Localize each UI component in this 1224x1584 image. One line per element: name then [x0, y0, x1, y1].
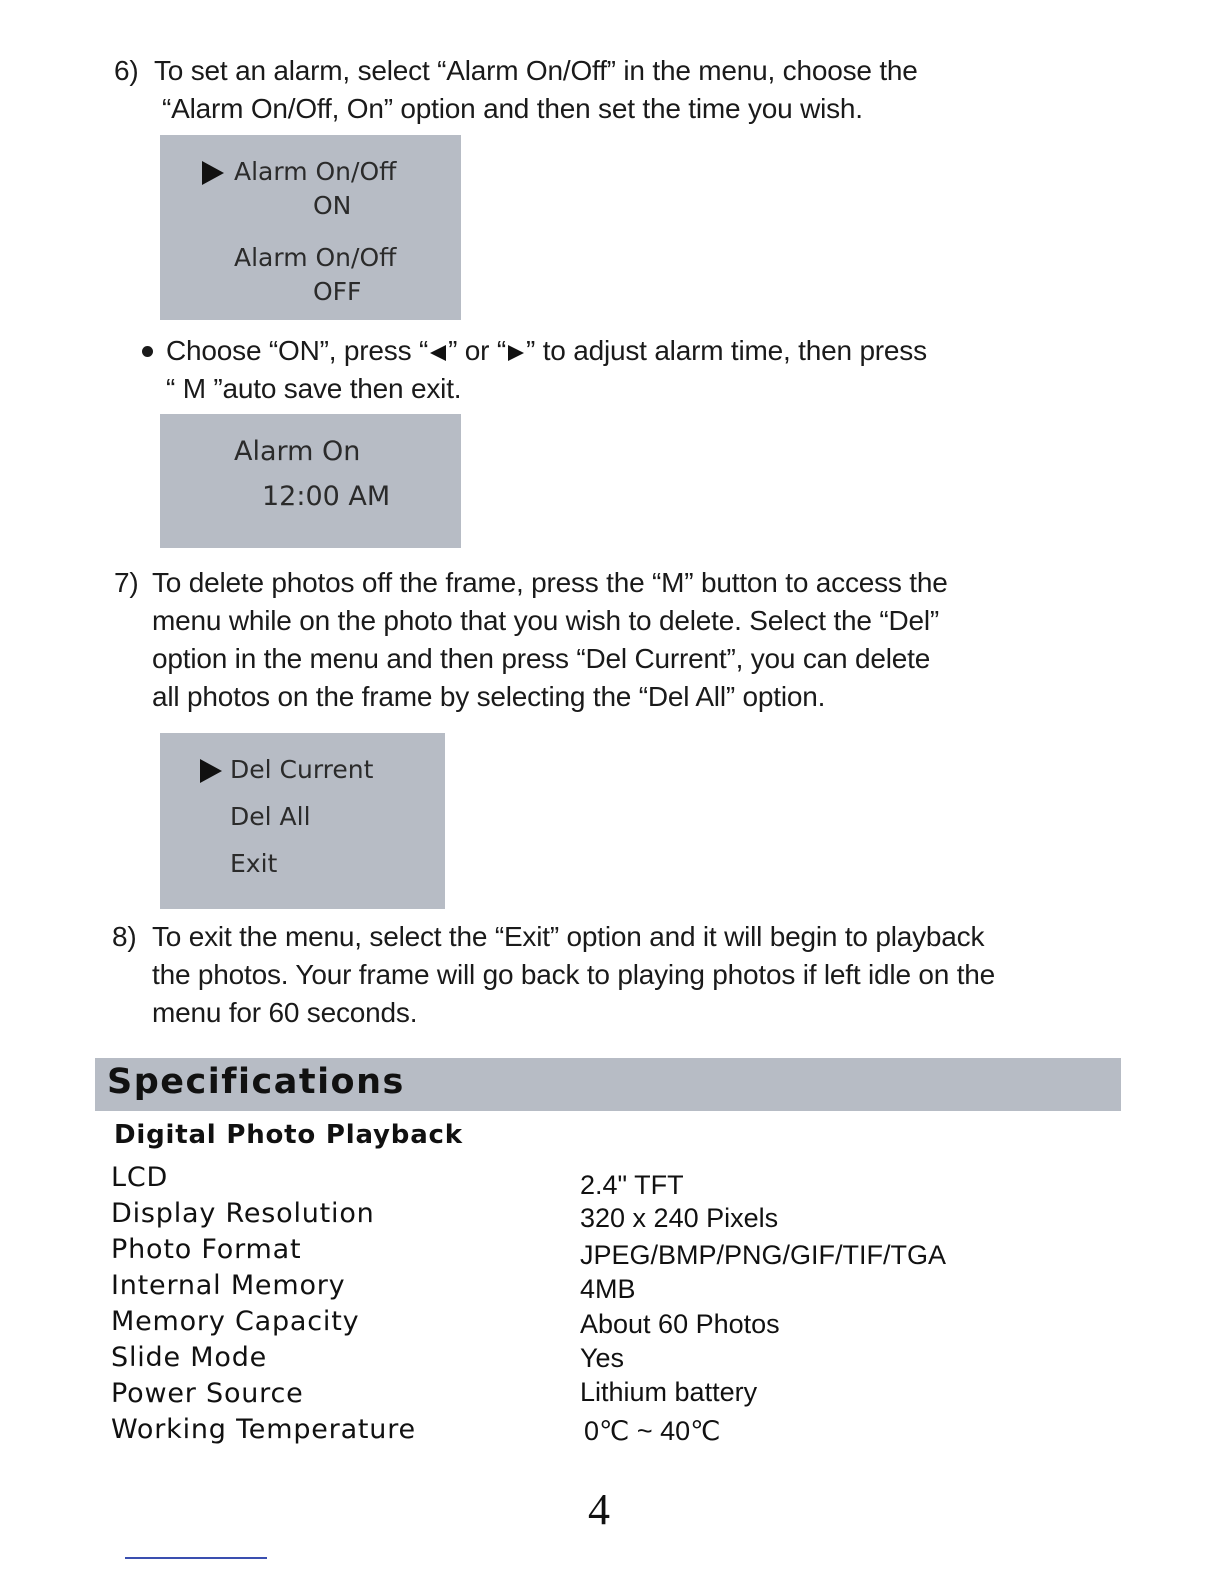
- step-text-line: the photos. Your frame will go back to playing photos if left idle on the: [152, 959, 996, 990]
- left-arrow-icon: [430, 345, 446, 361]
- spec-label: Memory Capacity: [111, 1306, 360, 1337]
- step-text-line: option in the menu and then press “Del Current”, you can delete: [152, 643, 931, 674]
- step-7: [114, 564, 948, 716]
- menu-option-del-current[interactable]: Del Current: [230, 755, 374, 784]
- section-subtitle: Digital Photo Playback: [114, 1120, 463, 1150]
- spec-value: 320 x 240 Pixels: [580, 1203, 779, 1233]
- step-number: 7): [114, 567, 139, 598]
- alarm-menu-screen: [160, 135, 461, 320]
- delete-menu-screen: [160, 733, 445, 909]
- footer-divider: [125, 1557, 267, 1559]
- step-text-line: menu while on the photo that you wish to delete. Select the “Del”: [152, 605, 940, 636]
- spec-value: 0℃ ~ 40℃: [584, 1416, 721, 1446]
- step-number: 6): [114, 55, 139, 86]
- spec-value: About 60 Photos: [580, 1309, 780, 1339]
- step-text-line: To exit the menu, select the “Exit” option and it will begin to playback: [152, 921, 985, 952]
- spec-label: LCD: [111, 1162, 169, 1193]
- page-number: 4: [588, 1485, 610, 1534]
- menu-option-label[interactable]: Alarm On/Off: [234, 157, 397, 186]
- alarm-status: Alarm On: [234, 436, 361, 467]
- spec-label: Display Resolution: [111, 1198, 375, 1229]
- spec-value: Lithium battery: [580, 1377, 758, 1407]
- spec-label: Slide Mode: [111, 1342, 268, 1373]
- step-8: [112, 918, 995, 1032]
- spec-value: 2.4" TFT: [580, 1170, 684, 1200]
- step-text-line: To set an alarm, select “Alarm On/Off” in the menu, choose the: [154, 55, 918, 86]
- spec-label: Working Temperature: [111, 1414, 416, 1445]
- spec-value: 4MB: [580, 1274, 636, 1304]
- section-title: Specifications: [107, 1062, 405, 1102]
- step-text-line: menu for 60 seconds.: [152, 997, 418, 1028]
- step-text-line: To delete photos off the frame, press the “M” button to access the: [152, 567, 948, 598]
- menu-option-value: OFF: [313, 277, 362, 306]
- step-text-line: all photos on the frame by selecting the “Del All” option.: [152, 681, 826, 712]
- alarm-time[interactable]: 12:00 AM: [262, 481, 391, 512]
- step-6: [114, 52, 918, 128]
- spec-label: Internal Memory: [111, 1270, 346, 1301]
- menu-option-value: ON: [313, 191, 352, 220]
- alarm-time-screen: [160, 414, 461, 548]
- selection-arrow-icon: [202, 161, 224, 185]
- step-number: 8): [112, 921, 137, 952]
- spec-value: Yes: [580, 1343, 625, 1373]
- bullet-instruction: [166, 332, 927, 408]
- specifications-header: [95, 1058, 1121, 1111]
- menu-option-label[interactable]: Alarm On/Off: [234, 243, 397, 272]
- menu-option-del-all[interactable]: Del All: [230, 802, 311, 831]
- step-text-line: “Alarm On/Off, On” option and then set the time you wish.: [162, 93, 863, 124]
- bullet-icon: [142, 346, 153, 357]
- spec-label: Photo Format: [111, 1234, 302, 1265]
- menu-option-exit[interactable]: Exit: [230, 849, 278, 878]
- spec-value: JPEG/BMP/PNG/GIF/TIF/TGA: [580, 1240, 947, 1270]
- bullet-text-line: Choose “ON”, press “ ” or “ ” to adjust alarm time, then press: [166, 335, 927, 366]
- bullet-text-line: “ M ”auto save then exit.: [166, 373, 462, 404]
- right-arrow-icon: [508, 345, 524, 361]
- spec-label: Power Source: [111, 1378, 304, 1409]
- selection-arrow-icon: [200, 759, 222, 783]
